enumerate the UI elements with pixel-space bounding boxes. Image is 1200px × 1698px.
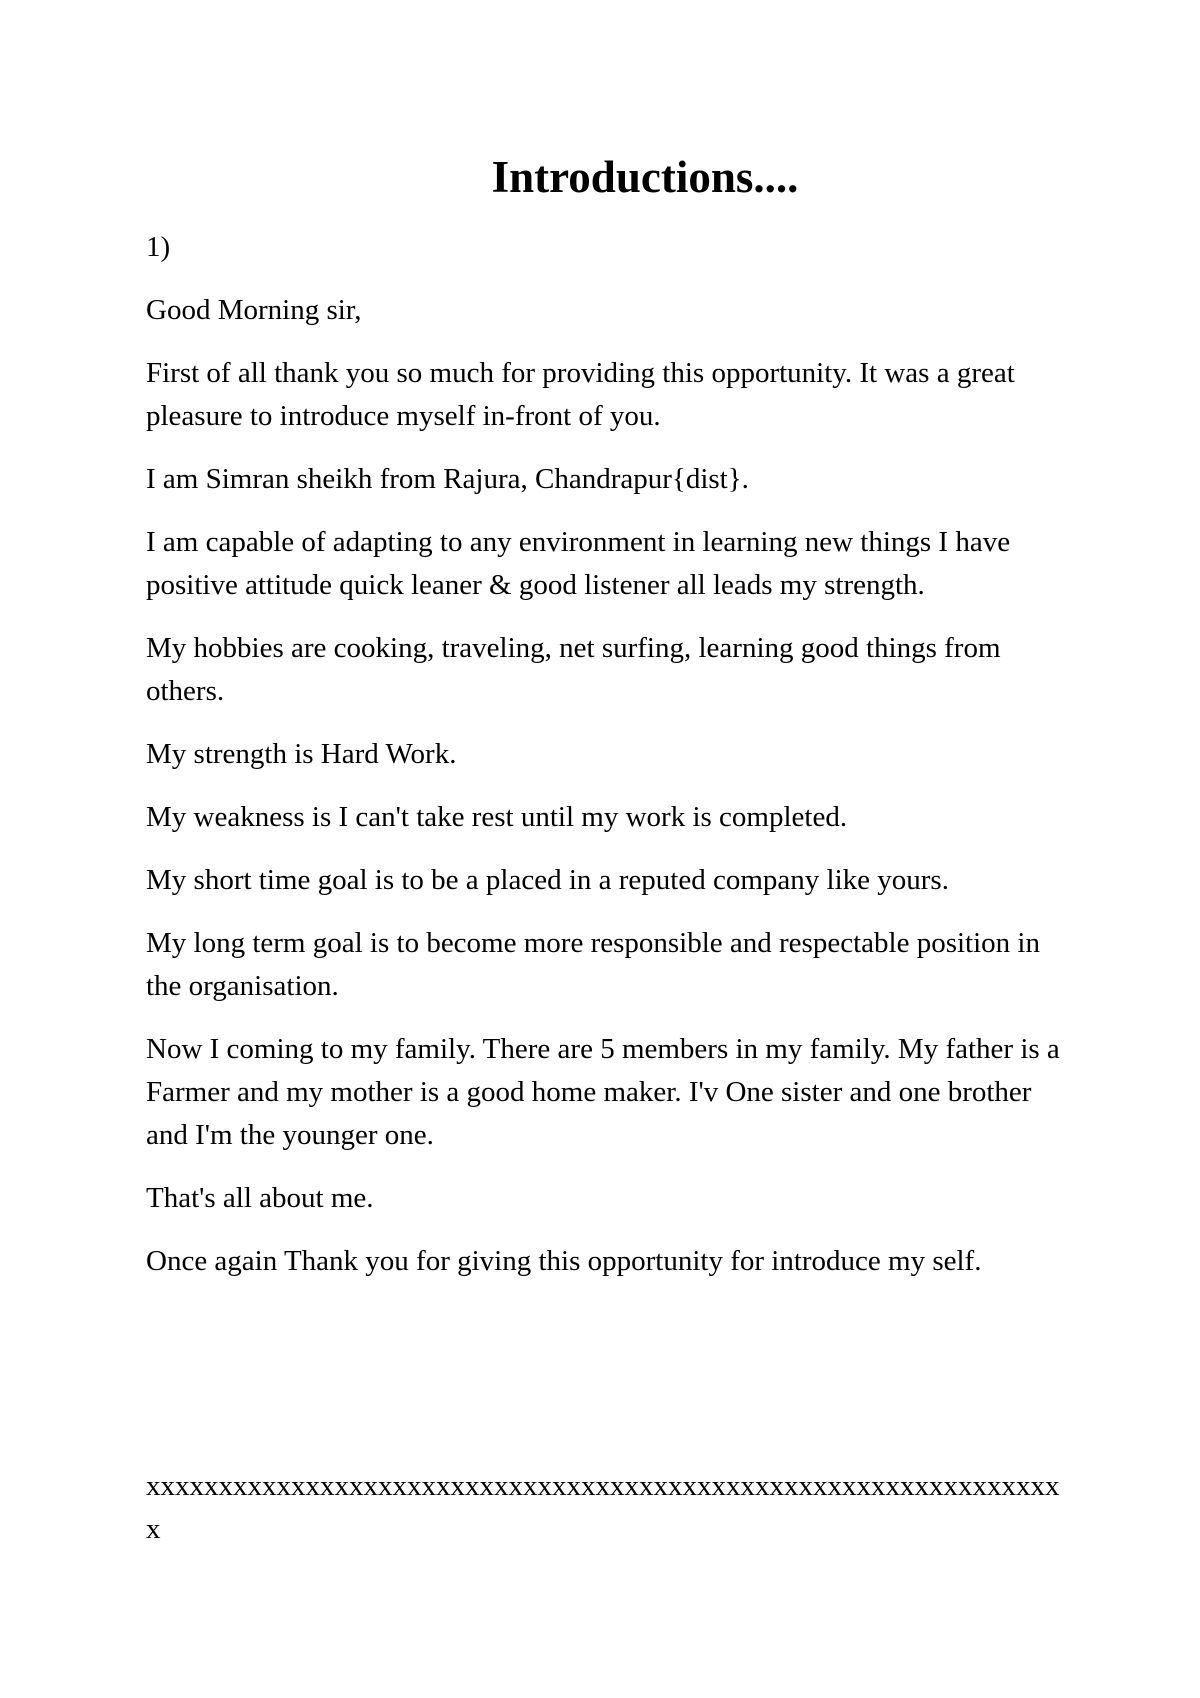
paragraph-strength: My strength is Hard Work. [146,738,457,770]
document-title: Introductions.... [491,152,799,202]
paragraph-name: I am Simran sheikh from Rajura, Chandrapur{dist}. [146,463,749,495]
document-body [146,226,1066,1303]
paragraph-long-goal: My long term goal is to become more responsible and respectable position in the organisation. [146,927,1040,1002]
paragraph-capabilities: I am capable of adapting to any environment in learning new things I have positive attitude quick leaner & good listener all leads my strength. [146,526,1011,601]
paragraph-weakness: My weakness is I can't take rest until my work is completed. [146,801,848,833]
paragraph-short-goal: My short time goal is to be a placed in a reputed company like yours. [146,864,949,896]
separator-line: xxxxxxxxxxxxxxxxxxxxxxxxxxxxxxxxxxxxxxxxxxxxxxxxxxxxxxxxxxxxxxxx [146,1470,1060,1545]
section-number: 1) [146,231,171,263]
paragraph-greeting: Good Morning sir, [146,294,362,326]
paragraph-closing: That's all about me. [146,1182,374,1214]
paragraph-thanks: First of all thank you so much for providing this opportunity. It was a great pleasure to introduce myself in-front of you. [146,357,1015,432]
paragraph-family: Now I coming to my family. There are 5 members in my family. My father is a Farmer and my mother is a good home maker. I'v One sister and one brother and I'm the younger one. [146,1033,1060,1151]
paragraph-hobbies: My hobbies are cooking, traveling, net surfing, learning good things from others. [146,632,1001,707]
paragraph-final-thanks: Once again Thank you for giving this opportunity for introduce my self. [146,1245,982,1277]
